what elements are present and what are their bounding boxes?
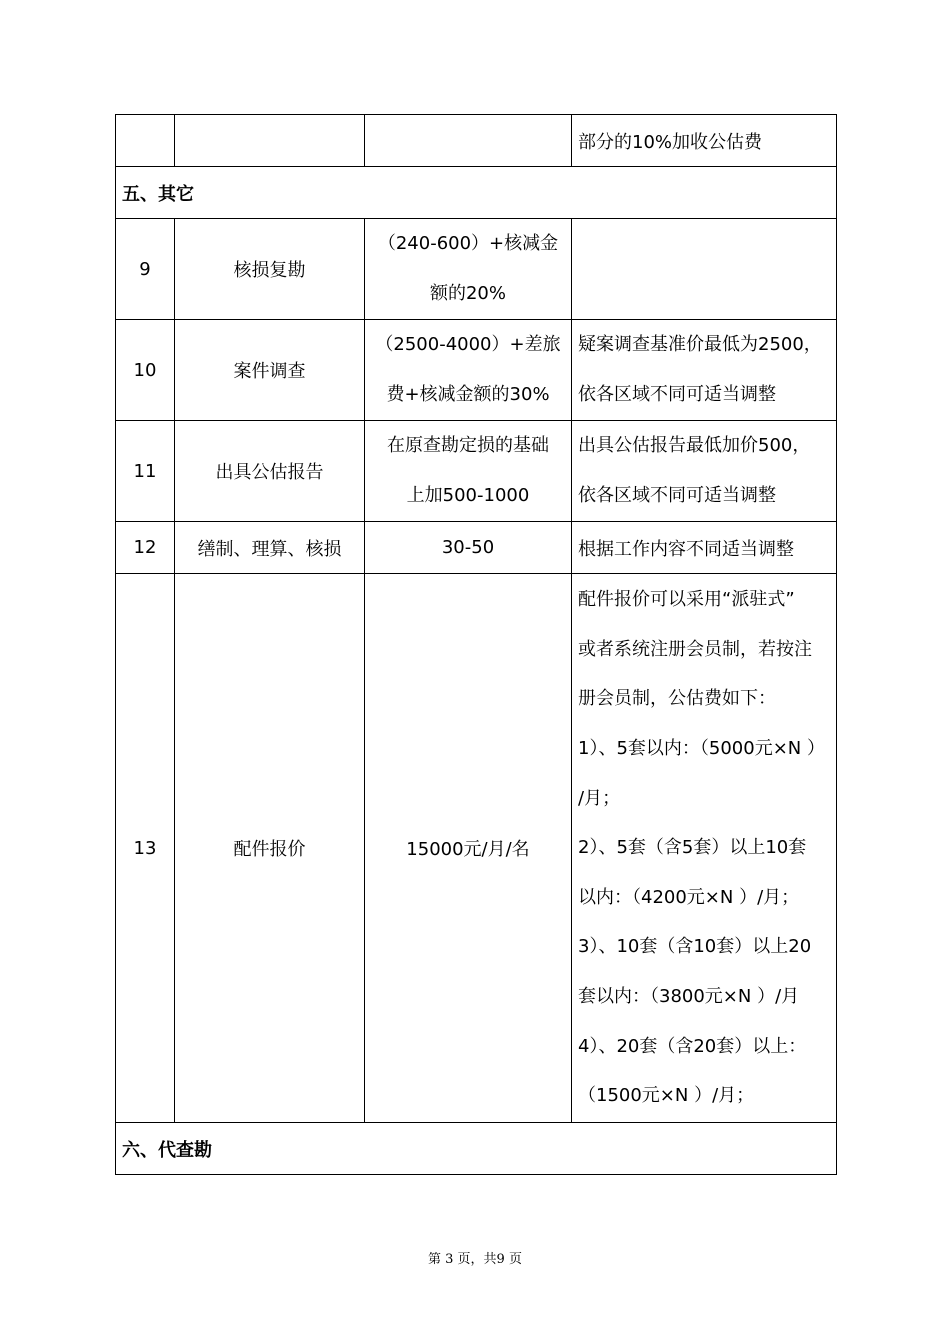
item-cell: 缮制、理算、核损 xyxy=(175,522,365,574)
item-cell: 出具公估报告 xyxy=(175,421,365,522)
remark-line: 2）、5套（含5套）以上10套 xyxy=(578,837,807,859)
section-heading-survey: 六、代查勘 xyxy=(116,1123,837,1175)
remark-line: 以内：（4200元×N ）/月； xyxy=(578,886,800,908)
remark-line: 册会员制，公估费如下： xyxy=(578,688,776,710)
item-cell: 核损复勘 xyxy=(175,219,365,320)
no-cell: 12 xyxy=(116,522,175,574)
remark-line: 1）、5套以内：（5000元×N ） xyxy=(578,738,825,760)
price-cell xyxy=(365,115,572,167)
table-row xyxy=(116,522,837,574)
remark-line: 套以内：（3800元×N ）/月 xyxy=(578,985,800,1007)
table-row xyxy=(116,219,837,320)
remark-cell: 部分的10%加收公估费 xyxy=(572,115,837,167)
remark-line: 或者系统注册会员制，若按注 xyxy=(578,638,812,660)
remark-cell: 疑案调查基准价最低为2500， 依各区域不同可适当调整 xyxy=(572,320,837,421)
item-cell: 配件报价 xyxy=(175,574,365,1123)
remark-line: /月； xyxy=(578,787,621,809)
no-cell: 13 xyxy=(116,574,175,1123)
no-cell xyxy=(116,115,175,167)
no-cell: 9 xyxy=(116,219,175,320)
no-cell: 11 xyxy=(116,421,175,522)
price-cell: 30-50 xyxy=(365,522,572,574)
item-cell: 案件调查 xyxy=(175,320,365,421)
price-cell: （240-600）+核减金 额的20% xyxy=(365,219,572,320)
table-row xyxy=(116,320,837,421)
remark-line: （1500元×N ）/月； xyxy=(578,1085,755,1107)
remark-line: 配件报价可以采用“派驻式” xyxy=(578,589,795,611)
table-row xyxy=(116,574,837,1123)
price-cell: 在原查勘定损的基础 上加500-1000 xyxy=(365,421,572,522)
fee-table xyxy=(115,114,837,1175)
table-row xyxy=(116,115,837,167)
remark-line: 3）、10套（含10套）以上20 xyxy=(578,936,812,958)
section-heading-other: 五、其它 xyxy=(116,167,837,219)
remark-cell xyxy=(572,574,837,1123)
table-row xyxy=(116,421,837,522)
item-cell xyxy=(175,115,365,167)
remark-cell: 出具公估报告最低加价500， 依各区域不同可适当调整 xyxy=(572,421,837,522)
section-row xyxy=(116,167,837,219)
section-row xyxy=(116,1123,837,1175)
remark-cell: 根据工作内容不同适当调整 xyxy=(572,522,837,574)
no-cell: 10 xyxy=(116,320,175,421)
remark-cell xyxy=(572,219,837,320)
page-footer: 第 3 页，共9 页 xyxy=(428,1252,522,1267)
price-cell: 15000元/月/名 xyxy=(365,574,572,1123)
price-cell: （2500-4000）+差旅 费+核减金额的30% xyxy=(365,320,572,421)
remark-line: 4）、20套（含20套）以上： xyxy=(578,1035,807,1057)
